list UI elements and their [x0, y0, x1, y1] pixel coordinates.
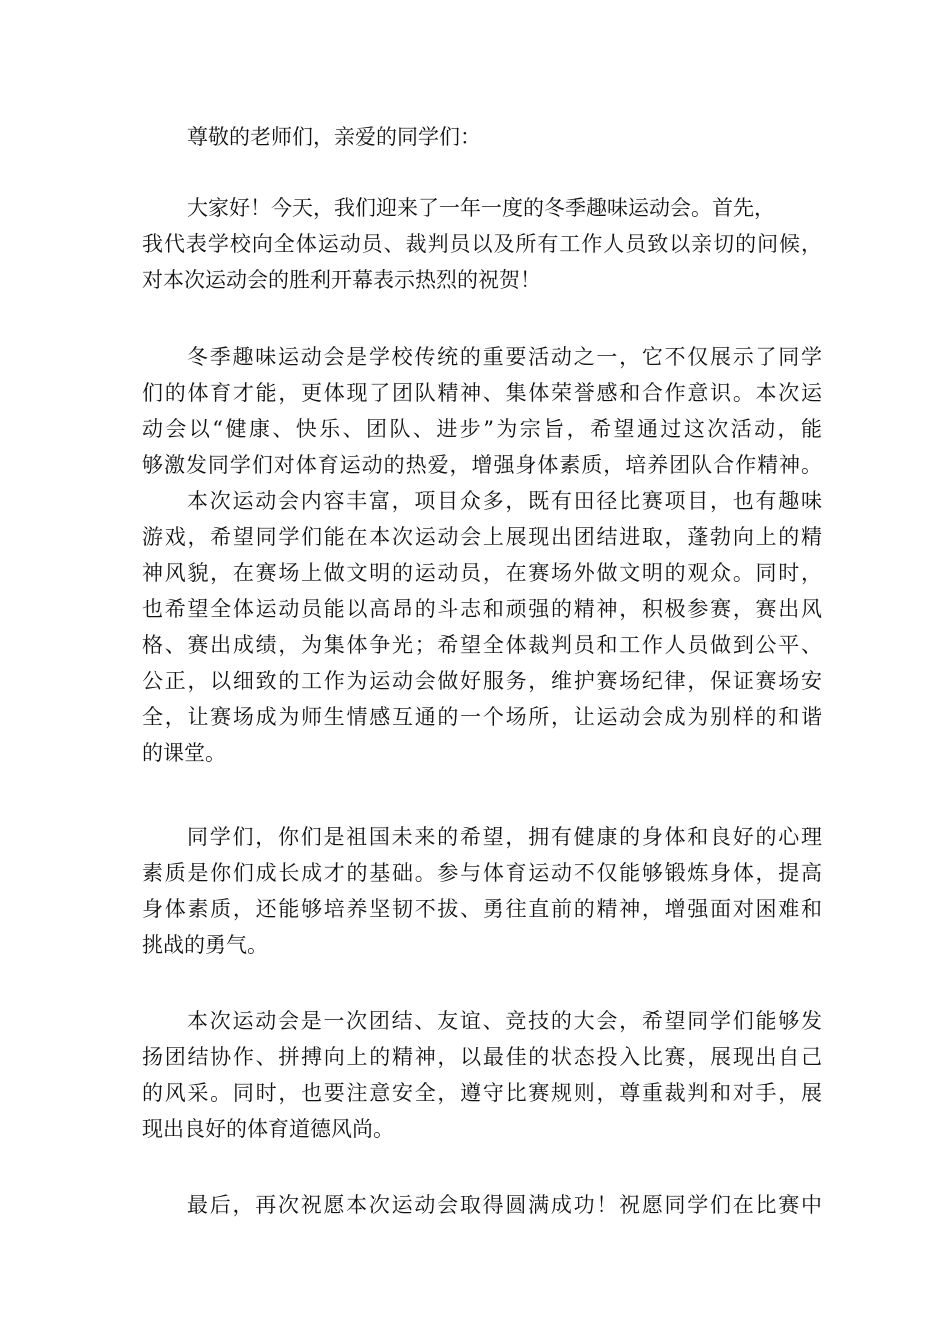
paragraph-4 [142, 819, 822, 963]
greeting-line: 尊敬的老师们，亲爱的同学们： [187, 125, 481, 149]
paragraph-line: 的风采。同时，也要注意安全，遵守比赛规则，尊重裁判和对手，展 [142, 1081, 822, 1105]
paragraph-line: 游戏，希望同学们能在本次运动会上展现出团结进取，蓬勃向上的精 [142, 525, 822, 549]
paragraph-line: 神风貌，在赛场上做文明的运动员，在赛场外做文明的观众。同时， [142, 561, 822, 585]
paragraph-line: 身体素质，还能够培养坚韧不拔、勇往直前的精神，增强面对困难和 [142, 897, 822, 921]
paragraph-line: 本次运动会内容丰富，项目众多，既有田径比赛项目，也有趣味 [187, 489, 822, 513]
greeting [142, 119, 822, 155]
paragraph-line: 格、赛出成绩，为集体争光；希望全体裁判员和工作人员做到公平、 [142, 633, 822, 657]
paragraph-3 [142, 483, 822, 771]
paragraph-line: 对本次运动会的胜利开幕表示热烈的祝贺！ [142, 268, 541, 292]
paragraph-line: 我代表学校向全体运动员、裁判员以及所有工作人员致以亲切的问候， [142, 232, 822, 256]
paragraph-line: 也希望全体运动员能以高昂的斗志和顽强的精神，积极参赛，赛出风 [142, 597, 822, 621]
paragraph-line: 挑战的勇气。 [142, 933, 268, 957]
paragraph-line: 扬团结协作、拼搏向上的精神，以最佳的状态投入比赛，展现出自己 [142, 1045, 822, 1069]
paragraph-line: 大家好！今天，我们迎来了一年一度的冬季趣味运动会。首先， [187, 196, 775, 220]
paragraph-line: 全，让赛场成为师生情感互通的一个场所，让运动会成为别样的和谐 [142, 705, 822, 729]
paragraph-line: 动会以“健康、快乐、团队、进步”为宗旨，希望通过这次活动，能 [142, 417, 822, 441]
paragraph-1 [142, 190, 822, 298]
paragraph-line: 的课堂。 [142, 741, 226, 765]
paragraph-6 [142, 1187, 822, 1223]
paragraph-line: 本次运动会是一次团结、友谊、竞技的大会，希望同学们能够发 [187, 1009, 822, 1033]
paragraph-line: 现出良好的体育道德风尚。 [142, 1117, 394, 1141]
paragraph-2 [142, 339, 822, 483]
paragraph-line: 够激发同学们对体育运动的热爱，增强身体素质，培养团队合作精神。 [142, 453, 822, 477]
paragraph-line: 素质是你们成长成才的基础。参与体育运动不仅能够锻炼身体，提高 [142, 861, 822, 885]
paragraph-line: 最后，再次祝愿本次运动会取得圆满成功！祝愿同学们在比赛中 [187, 1193, 822, 1217]
paragraph-line: 们的体育才能，更体现了团队精神、集体荣誉感和合作意识。本次运 [142, 381, 822, 405]
paragraph-line: 冬季趣味运动会是学校传统的重要活动之一，它不仅展示了同学 [187, 345, 822, 369]
paragraph-5 [142, 1003, 822, 1147]
paragraph-line: 公正，以细致的工作为运动会做好服务，维护赛场纪律，保证赛场安 [142, 669, 822, 693]
paragraph-line: 同学们，你们是祖国未来的希望，拥有健康的身体和良好的心理 [187, 825, 822, 849]
